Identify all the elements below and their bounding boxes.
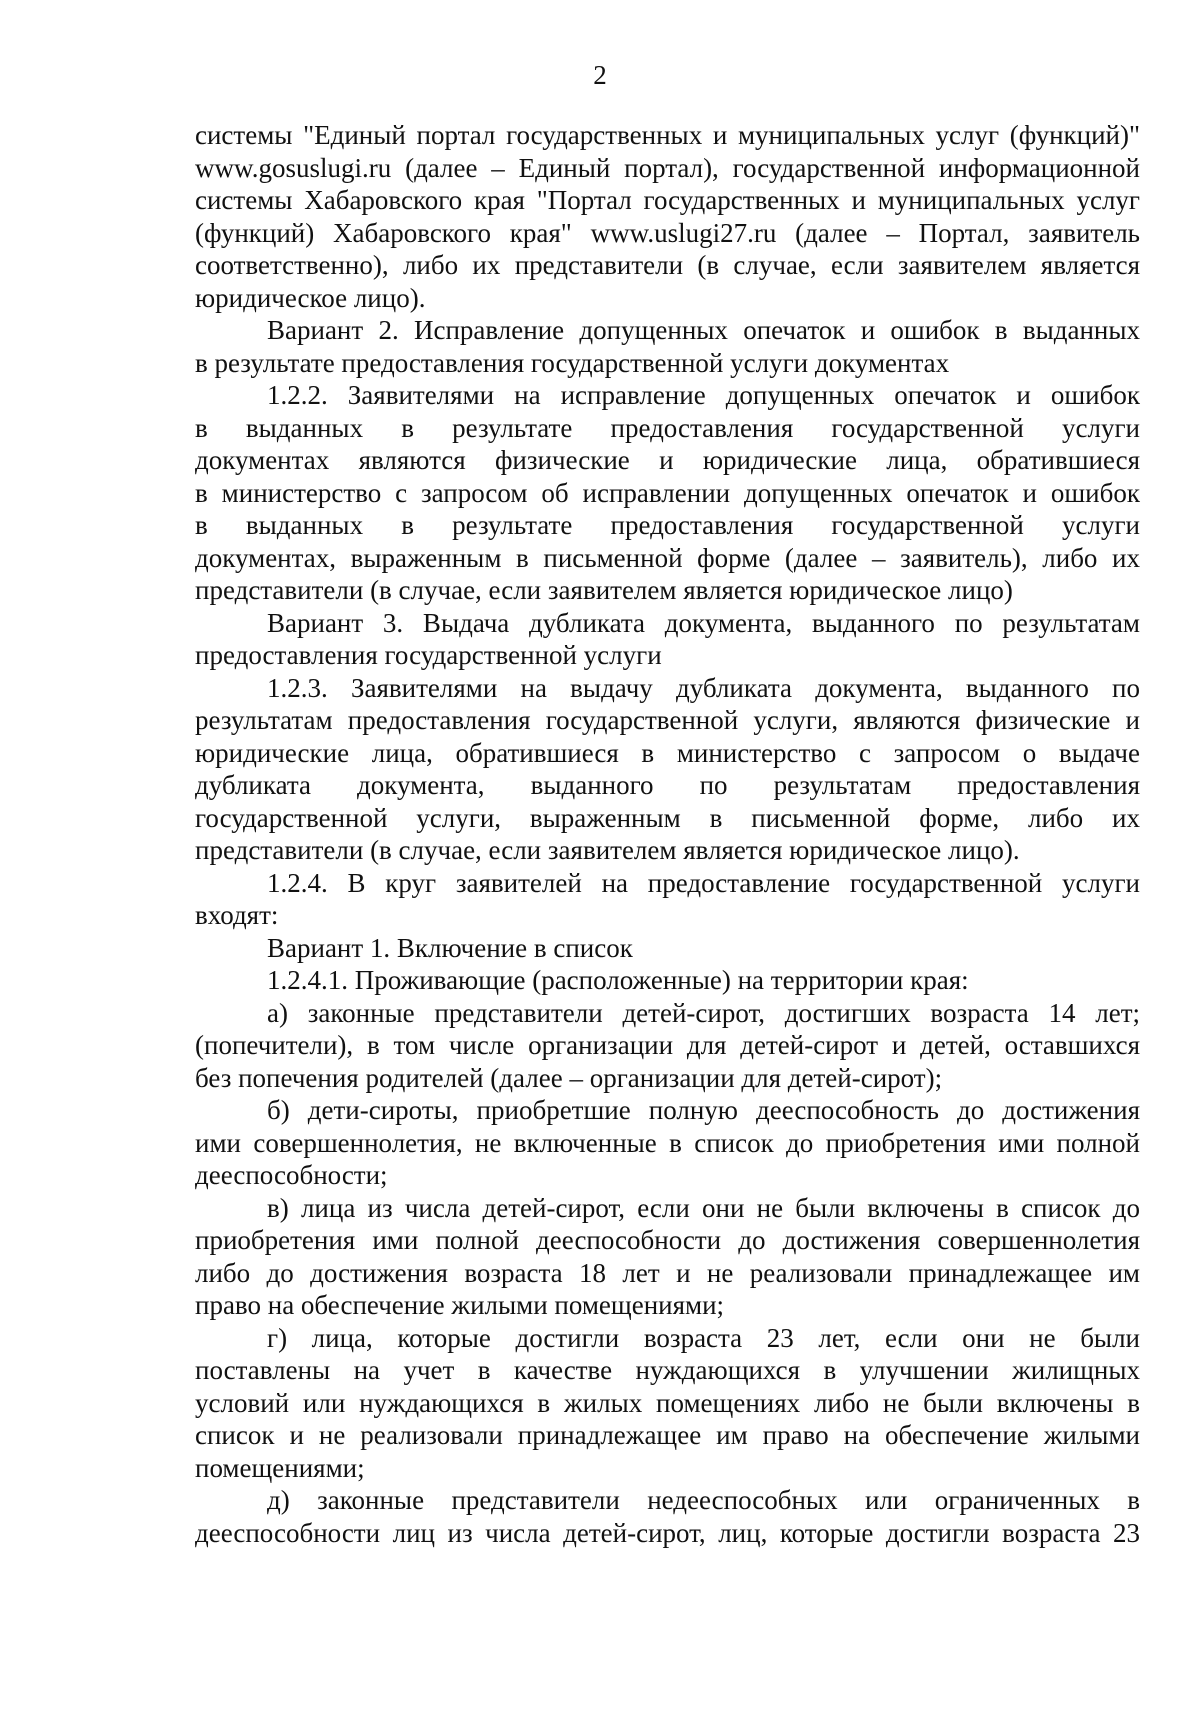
text-line: представители (в случае, если заявителем является юридическое лицо) (195, 575, 1013, 605)
page-number: 2 (593, 60, 607, 90)
text-line: в выданных в результате предоставления государственной услуги (195, 510, 1140, 540)
text-line: юридические лица, обратившиеся в министерство с запросом о выдаче (195, 737, 1140, 768)
text-line: дееспособности; (195, 1160, 388, 1190)
text-line: б) дети-сироты, приобретшие полную дееспособность до достижения (267, 1095, 1140, 1125)
text-line: д) законные представители недееспособных или ограниченных в (267, 1485, 1140, 1515)
text-line: а) законные представители детей-сирот, достигших возраста 14 лет; (267, 997, 1140, 1028)
text-line: г) лица, которые достигли возраста 23 лет, если они не были (267, 1322, 1140, 1353)
text-line: системы Хабаровского края "Портал государственных и муниципальных услуг (195, 185, 1140, 215)
paragraph (195, 314, 1140, 379)
text-line: предоставления государственной услуги (195, 640, 662, 670)
paragraph (195, 672, 1140, 867)
document-body (195, 119, 1140, 1549)
paragraph (195, 932, 1140, 965)
text-line: либо до достижения возраста 18 лет и не реализовали принадлежащее им (195, 1257, 1140, 1288)
paragraph (195, 607, 1140, 672)
text-line: системы "Единый портал государственных и муниципальных услуг (функций)" (195, 120, 1140, 150)
text-line: 1.2.4.1. Проживающие (расположенные) на территории края: (267, 965, 969, 995)
text-line: приобретения ими полной дееспособности до достижения совершеннолетия (195, 1225, 1140, 1255)
text-line: условий или нуждающихся в жилых помещениях либо не были включены в (195, 1387, 1140, 1418)
paragraph (195, 867, 1140, 932)
text-line: (функций) Хабаровского края" www.uslugi27.ru (далее – Портал, заявитель (195, 217, 1140, 248)
text-line: результатам предоставления государственной услуги, являются физические и (195, 705, 1140, 735)
text-line: (попечители), в том числе организации для детей-сирот и детей, оставшихся (195, 1030, 1140, 1060)
text-line: в результате предоставления государственной услуги документах (195, 347, 950, 378)
text-line: Вариант 3. Выдача дубликата документа, выданного по результатам (267, 607, 1140, 638)
paragraph (195, 1322, 1140, 1485)
text-line: 1.2.3. Заявителями на выдачу дубликата документа, выданного по (267, 672, 1140, 703)
paragraph (195, 997, 1140, 1095)
text-line: без попечения родителей (далее – организации для детей-сирот); (195, 1062, 943, 1093)
text-line: государственной услуги, выраженным в письменной форме, либо их (195, 802, 1140, 833)
text-line: Вариант 1. Включение в список (267, 932, 633, 963)
text-line: 1.2.4. В круг заявителей на предоставление государственной услуги (267, 867, 1140, 898)
text-line: входят: (195, 900, 279, 930)
text-line: документах, выраженным в письменной форме (далее – заявитель), либо их (195, 542, 1140, 573)
text-line: помещениями; (195, 1452, 365, 1483)
text-line: www.gosuslugi.ru (далее – Единый портал), государственной информационной (195, 152, 1140, 183)
paragraph (195, 964, 1140, 997)
paragraph (195, 379, 1140, 607)
text-line: юридическое лицо). (195, 282, 426, 313)
text-line: соответственно), либо их представители (в случае, если заявителем является (195, 250, 1140, 280)
text-line: в выданных в результате предоставления государственной услуги (195, 412, 1140, 443)
text-line: 1.2.2. Заявителями на исправление допущенных опечаток и ошибок (267, 380, 1140, 410)
text-line: в) лица из числа детей-сирот, если они не были включены в список до (267, 1192, 1140, 1223)
text-line: поставлены на учет в качестве нуждающихся в улучшении жилищных (195, 1355, 1140, 1385)
paragraph (195, 1192, 1140, 1322)
paragraph (195, 119, 1140, 314)
text-line: список и не реализовали принадлежащее им право на обеспечение жилыми (195, 1420, 1140, 1450)
text-line: дубликата документа, выданного по результатам предоставления (195, 770, 1140, 800)
paragraph (195, 1094, 1140, 1192)
text-line: право на обеспечение жилыми помещениями; (195, 1290, 725, 1320)
text-line: ими совершеннолетия, не включенные в список до приобретения ими полной (195, 1127, 1140, 1158)
text-line: документах являются физические и юридические лица, обратившиеся (195, 445, 1140, 475)
text-line: дееспособности лиц из числа детей-сирот, лиц, которые достигли возраста 23 (195, 1517, 1140, 1548)
text-line: Вариант 2. Исправление допущенных опечаток и ошибок в выданных (267, 315, 1140, 345)
text-line: в министерство с запросом об исправлении допущенных опечаток и ошибок (195, 477, 1140, 508)
text-line: представители (в случае, если заявителем является юридическое лицо). (195, 835, 1020, 865)
paragraph (195, 1484, 1140, 1549)
